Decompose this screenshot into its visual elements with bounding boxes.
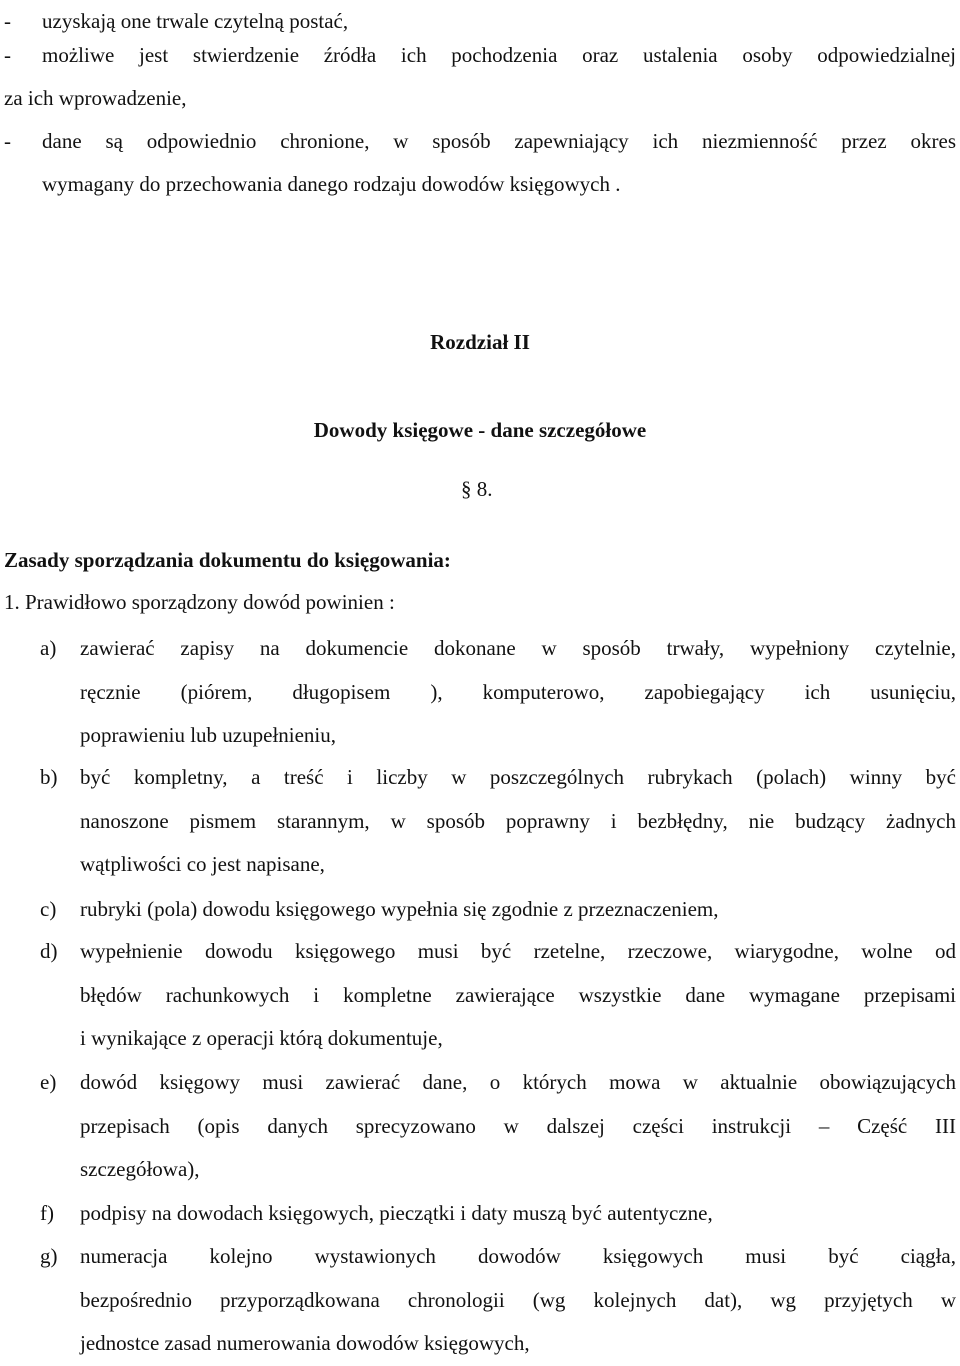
item-text: dowód księgowy musi zawierać dane, o których mowa w aktualnie obowiązujących przepisach (opis danych sprecyzowano w dalszej części instrukcji – Część III szczegółowa), xyxy=(80,1070,956,1181)
item-text: podpisy na dowodach księgowych, pieczątki i daty muszą być autentyczne, xyxy=(80,1201,713,1225)
list-item xyxy=(40,1061,956,1192)
list-item-text: dane są odpowiednio chronione, w sposób zapewniający ich niezmienność przez okres wymagany do przechowania danego rodzaju dowodów księgowych . xyxy=(42,129,956,196)
list-item xyxy=(4,34,956,120)
item-text: rubryki (pola) dowodu księgowego wypełnia się zgodnie z przeznaczeniem, xyxy=(80,897,719,921)
list-dash: - xyxy=(4,9,11,33)
list-item xyxy=(40,888,956,932)
item-label: g) xyxy=(40,1244,58,1268)
paragraph-sign: § 8. xyxy=(461,477,493,501)
list-item xyxy=(40,627,956,758)
chapter-title: Rozdział II xyxy=(430,330,530,354)
list-item-text: możliwe jest stwierdzenie źródła ich pochodzenia oraz ustalenia osoby odpowiedzialnej za ich wprowadzenie, xyxy=(4,43,956,110)
item-text: wypełnienie dowodu księgowego musi być rzetelne, rzeczowe, wiarygodne, wolne od błędów rachunkowych i kompletne zawierające wszystkie dane wymagane przepisami i wynikające z operacji którą dokumentuje, xyxy=(80,939,956,1050)
item-label: d) xyxy=(40,939,58,963)
list-item xyxy=(40,756,956,887)
list-dash: - xyxy=(4,43,11,67)
item-label: a) xyxy=(40,636,57,660)
list-item xyxy=(40,1192,956,1236)
list-item xyxy=(40,930,956,1061)
item-text: numeracja kolejno wystawionych dowodów księgowych musi być ciągła, bezpośrednio przyporządkowana chronologii (wg kolejnych dat), wg przyjętych w jednostce zasad numerowania dowodów księgowych, xyxy=(80,1244,956,1355)
list-item-text: uzyskają one trwale czytelną postać, xyxy=(42,9,349,33)
list-item xyxy=(40,1235,956,1366)
list-item xyxy=(4,120,956,206)
item-text: zawierać zapisy na dokumencie dokonane w sposób trwały, wypełniony czytelnie, ręcznie (piórem, długopisem ), komputerowo, zapobiegający ich usunięciu, poprawieniu lub uzupełnieniu, xyxy=(80,636,956,747)
section-intro: 1. Prawidłowo sporządzony dowód powinien : xyxy=(4,590,395,614)
item-label: b) xyxy=(40,765,58,789)
item-label: f) xyxy=(40,1201,54,1225)
item-label: c) xyxy=(40,897,57,921)
list-dash: - xyxy=(4,129,11,153)
item-text: być kompletny, a treść i liczby w poszczególnych rubrykach (polach) winny być nanoszone pismem starannym, w sposób poprawny i bezbłędny, nie budzący żadnych wątpliwości co jest napisane, xyxy=(80,765,956,876)
section-heading: Zasady sporządzania dokumentu do księgowania: xyxy=(4,548,451,572)
chapter-subtitle: Dowody księgowe - dane szczegółowe xyxy=(313,418,647,442)
item-label: e) xyxy=(40,1070,57,1094)
